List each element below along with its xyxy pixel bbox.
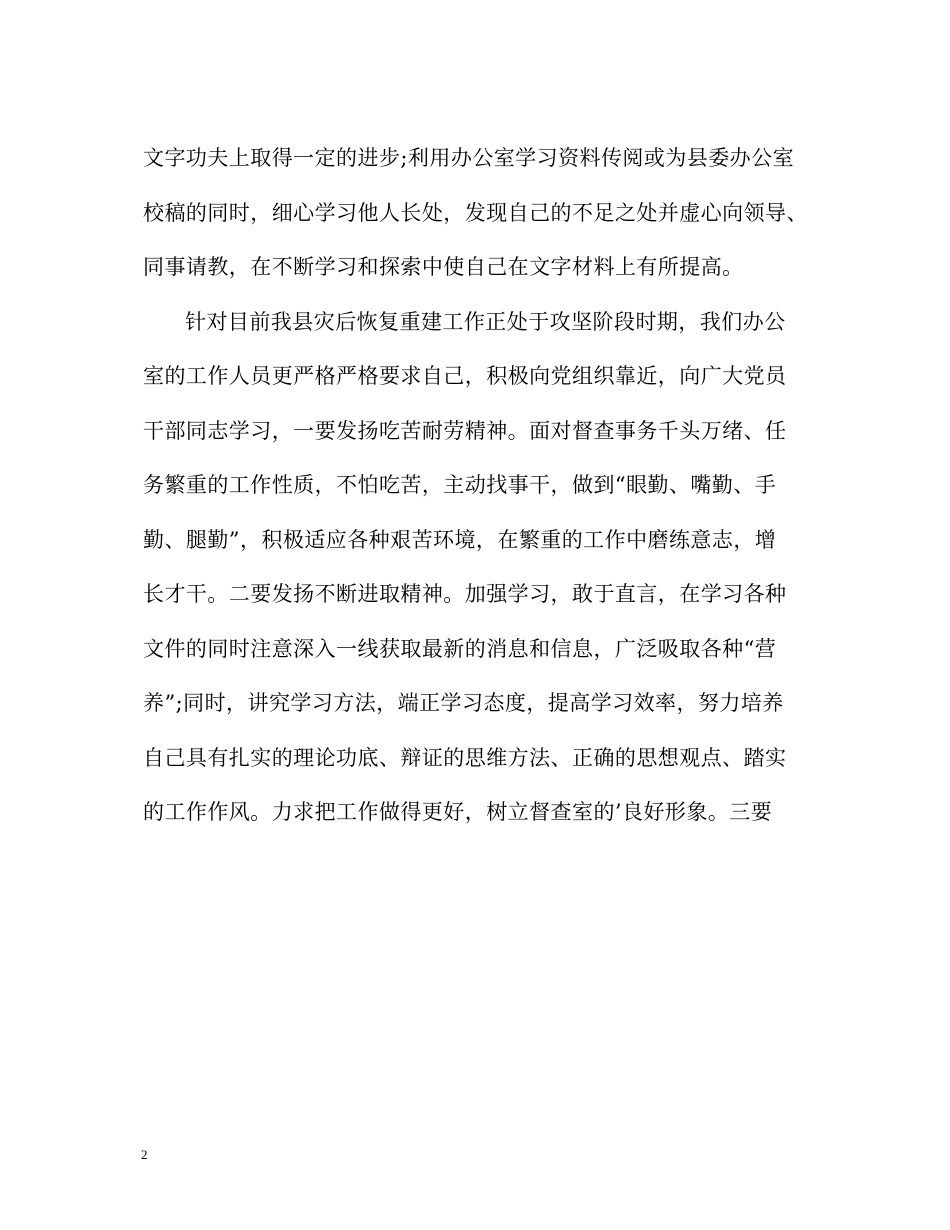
text-line: 务繁重的工作性质，不怕吃苦，主动找事干，做到“眼勤、嘴勤、手	[143, 473, 777, 497]
text-line: 室的工作人员更严格严格要求自己，积极向党组织靠近，向广大党员	[143, 364, 787, 388]
page-number: 2	[141, 1147, 148, 1162]
text-line: 文字功夫上取得一定的进步;利用办公室学习资料传阅或为县委办公室	[143, 146, 795, 170]
text-line: 的工作作风。力求把工作做得更好，树立督查室的’良好形象。三要	[143, 800, 773, 824]
paragraph-first-line: 针对目前我县灾后恢复重建工作正处于攻坚阶段时期，我们办公	[185, 309, 786, 334]
text-line: 同事请教，在不断学习和探索中使自己在文字材料上有所提高。	[143, 255, 744, 279]
text-line: 长才干。二要发扬不断进取精神。加强学习，敢于直言，在学习各种	[143, 582, 787, 606]
body-text	[143, 136, 815, 845]
text-line: 勤、腿勤”，积极适应各种艰苦环境，在繁重的工作中磨练意志，增	[143, 527, 777, 552]
text-line: 文件的同时注意深入一线获取最新的消息和信息，广泛吸取各种“营	[143, 636, 777, 661]
text-line: 自己具有扎实的理论功底、辩证的思维方法、正确的思想观点、踏实	[143, 745, 787, 770]
text-line: 干部同志学习，一要发扬吃苦耐劳精神。面对督查事务千头万绪、任	[143, 418, 787, 443]
text-line: 养”;同时，讲究学习方法，端正学习态度，提高学习效率，努力培养	[143, 691, 784, 715]
text-line: 校稿的同时，细心学习他人长处，发现自己的不足之处并虚心向领导、	[143, 200, 808, 225]
